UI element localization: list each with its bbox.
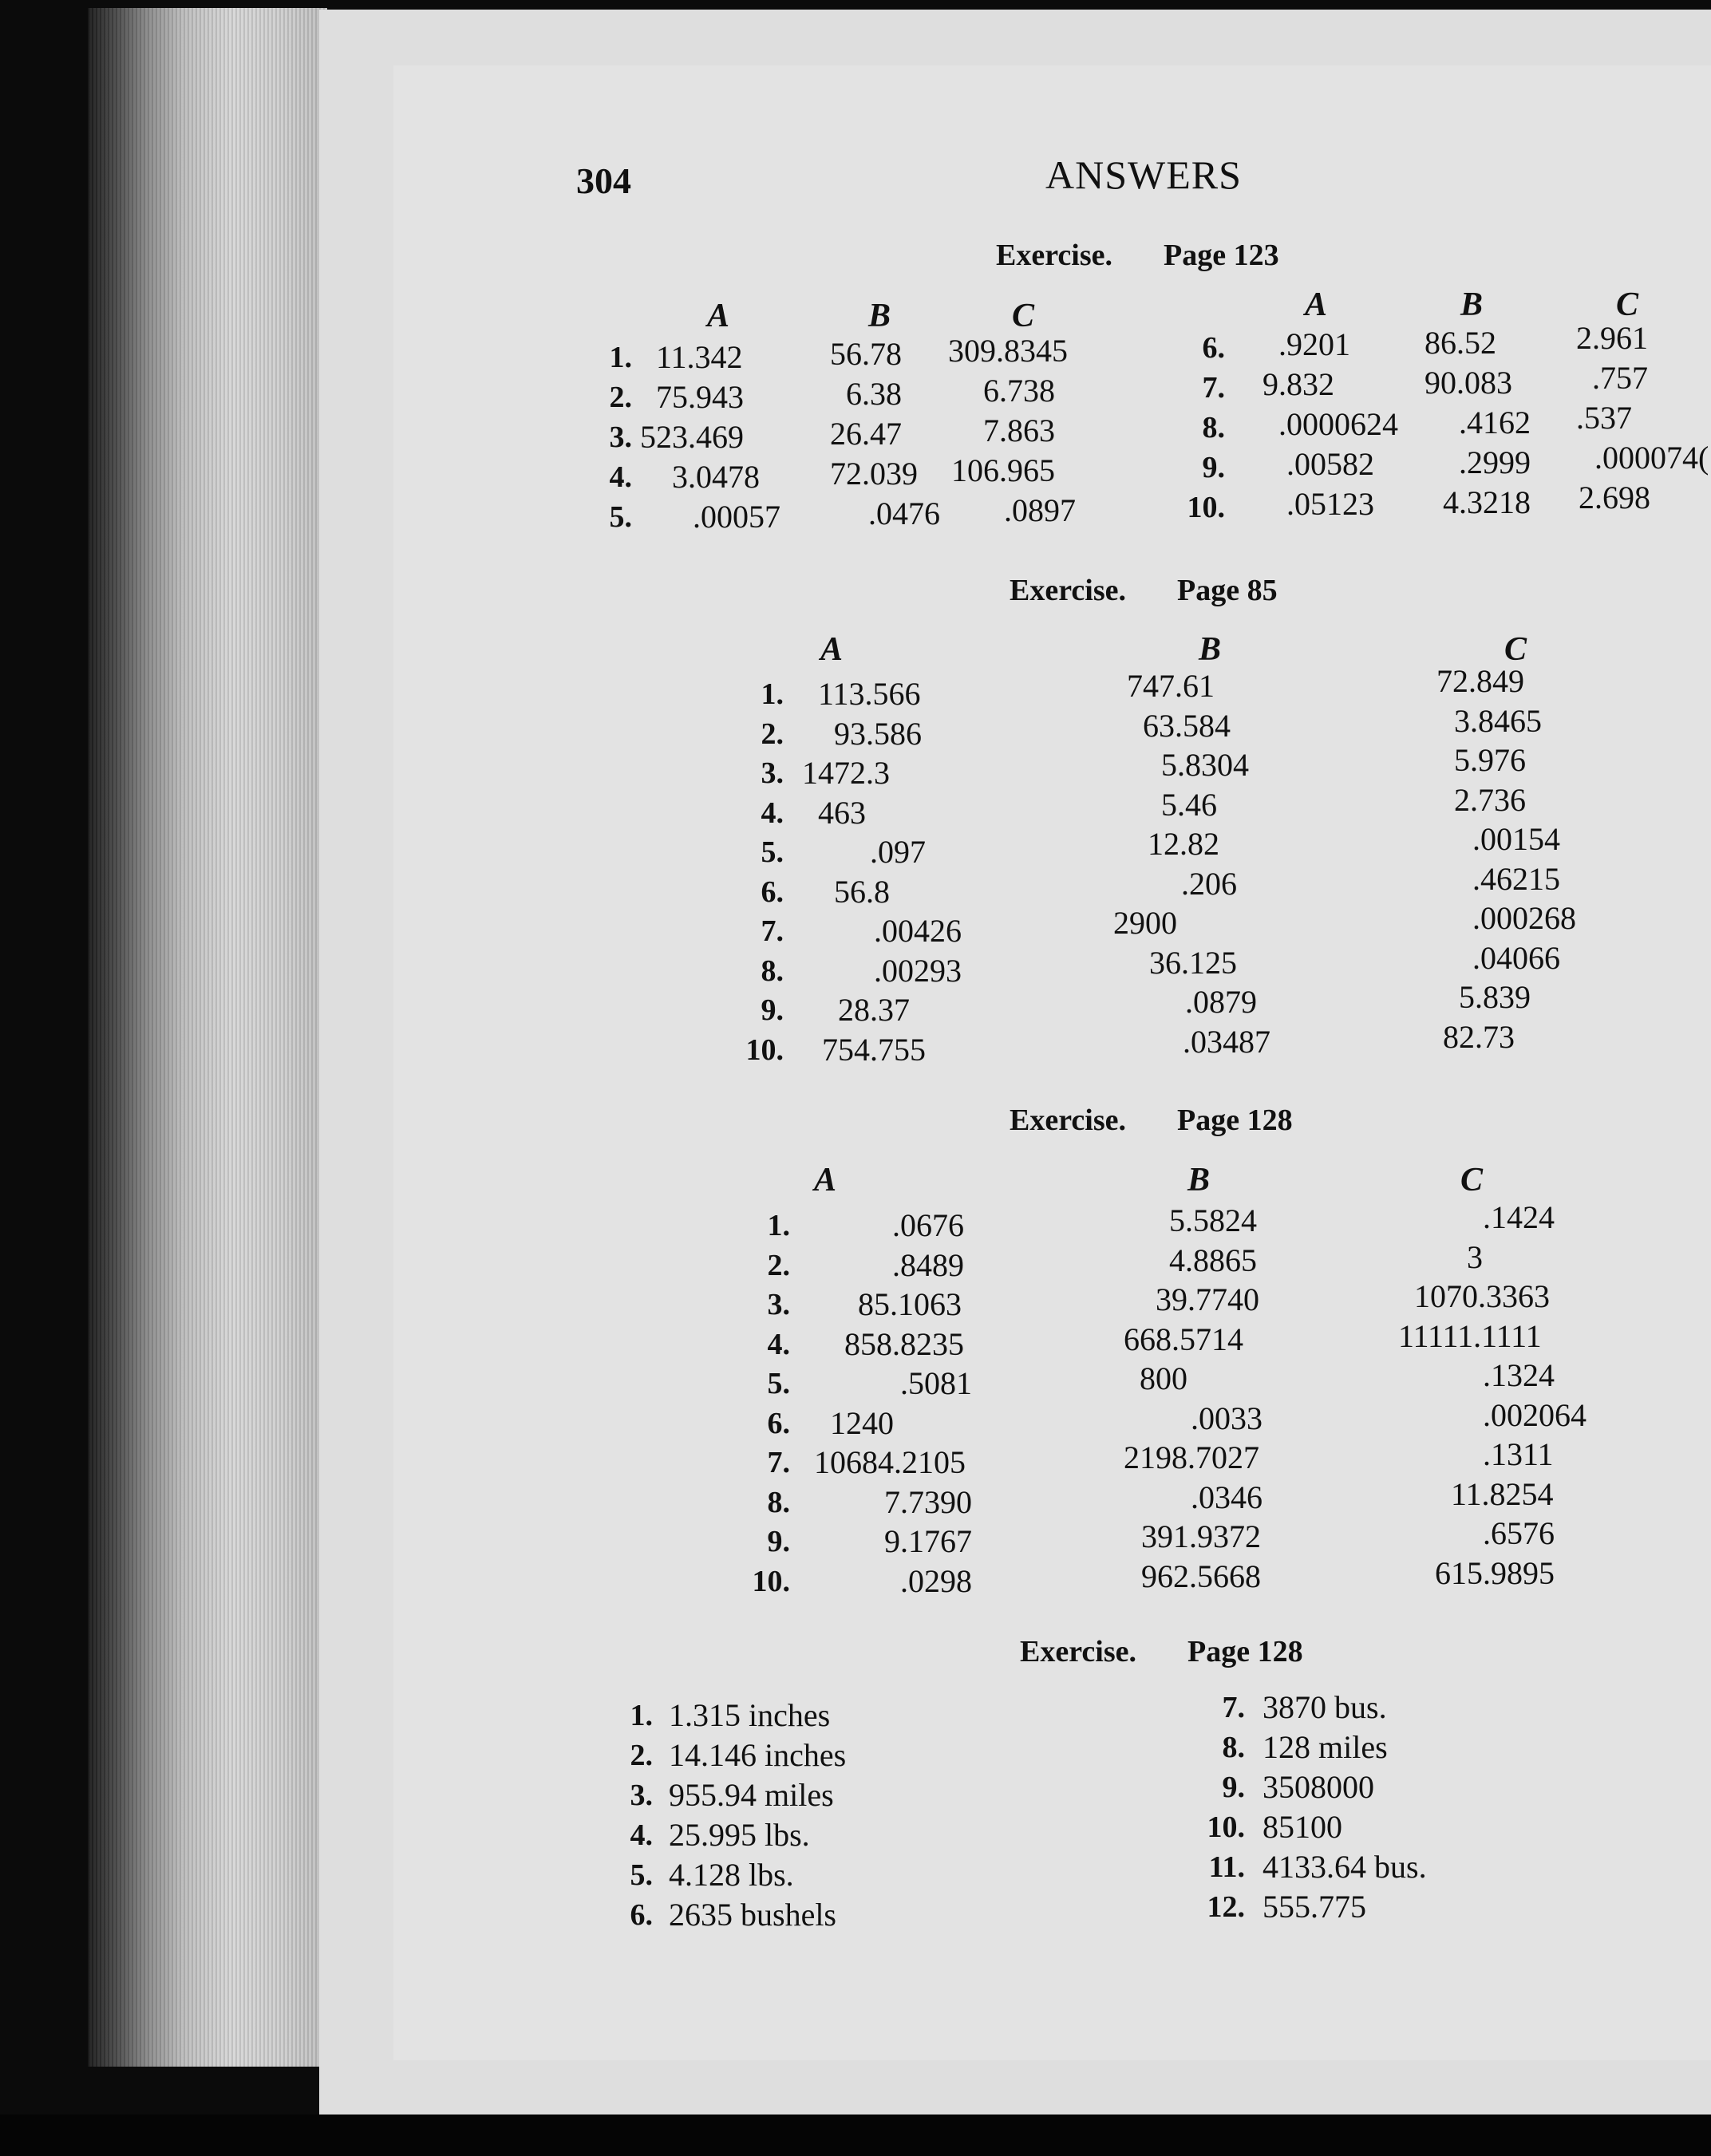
row-number: 4. — [609, 460, 632, 494]
row-number: 8. — [761, 954, 784, 988]
answer-c: 3.8465 — [1454, 702, 1542, 739]
column-header: B — [868, 298, 891, 334]
answer-c: 11111.1111 — [1398, 1317, 1542, 1354]
row-number: 2. — [609, 381, 632, 414]
answer-c: 309.8345 — [948, 333, 1068, 369]
answer-a: 3.0478 — [672, 459, 760, 495]
answer-a: .00582 — [1286, 446, 1374, 482]
column-header: B — [1199, 631, 1222, 668]
row-number: 10. — [1207, 1810, 1245, 1844]
answer-a: 56.8 — [834, 873, 890, 910]
row-number: 3. — [761, 756, 784, 790]
row-number: 5. — [609, 500, 632, 534]
row-number: 1. — [767, 1209, 790, 1242]
answer-a: .00426 — [874, 913, 962, 949]
answer-b: .0033 — [1191, 1400, 1263, 1436]
answer-b: 63.584 — [1143, 707, 1231, 744]
row-number: 3. — [609, 421, 632, 454]
column-header: B — [1187, 1162, 1211, 1198]
answer-c: .757 — [1592, 360, 1648, 396]
row-number: 2. — [761, 717, 784, 751]
answer-a: .00057 — [693, 499, 780, 535]
row-number: 5. — [767, 1367, 790, 1400]
answer-a: 463 — [818, 794, 866, 831]
section-page-ref: Page 128 — [1187, 1635, 1303, 1668]
row-number: 11. — [1208, 1850, 1245, 1884]
answer-c: .0897 — [1004, 492, 1076, 528]
answer-value: 555.775 — [1263, 1889, 1366, 1925]
answer-c: .46215 — [1472, 860, 1560, 897]
answer-a: 10684.2105 — [814, 1444, 966, 1480]
answer-b: 4.8865 — [1169, 1242, 1257, 1278]
answer-b: .4162 — [1459, 405, 1531, 440]
answer-value: 3508000 — [1263, 1769, 1374, 1805]
answer-b: 747.61 — [1127, 668, 1215, 704]
answer-a: 93.586 — [834, 715, 922, 752]
answer-c: .1424 — [1483, 1199, 1555, 1235]
answer-b: 56.78 — [830, 336, 902, 372]
row-number: 2. — [767, 1248, 790, 1282]
answer-c: 106.965 — [951, 452, 1055, 488]
column-header: C — [1012, 298, 1035, 334]
answer-b: 72.039 — [830, 456, 918, 492]
column-header: A — [820, 631, 844, 668]
answer-value: 1.315 inches — [669, 1697, 831, 1733]
answer-b: 800 — [1140, 1360, 1187, 1396]
answer-b: 4.3218 — [1443, 484, 1531, 520]
answer-b: .0476 — [868, 496, 940, 531]
row-number: 4. — [761, 796, 784, 830]
answer-a: .05123 — [1286, 486, 1374, 522]
row-number: 8. — [1222, 1731, 1245, 1764]
row-number: 5. — [761, 835, 784, 869]
answer-value: 4.128 lbs. — [669, 1857, 794, 1893]
column-header: A — [814, 1162, 837, 1198]
section-page-ref: Page 85 — [1177, 574, 1278, 607]
answer-a: 9.1767 — [884, 1523, 972, 1559]
answer-value: 128 miles — [1263, 1729, 1388, 1765]
section-heading: Exercise. — [1010, 574, 1126, 607]
page-number: 304 — [576, 160, 631, 201]
column-header: A — [1305, 286, 1328, 323]
row-number: 10. — [752, 1564, 790, 1598]
answer-a: 11.342 — [656, 339, 743, 375]
answer-c: 615.9895 — [1435, 1554, 1555, 1591]
answer-c: 2.736 — [1454, 781, 1526, 818]
row-number: 9. — [1202, 451, 1225, 484]
row-number: 8. — [1202, 411, 1225, 444]
answer-a: 113.566 — [818, 676, 921, 712]
answer-a: 9.832 — [1263, 366, 1334, 402]
answer-a: .0298 — [900, 1562, 972, 1599]
answer-b: 5.8304 — [1161, 747, 1249, 783]
answer-value: 955.94 miles — [669, 1777, 834, 1813]
row-number: 8. — [767, 1485, 790, 1519]
answer-b: 6.38 — [846, 376, 902, 412]
answer-a: 1472.3 — [802, 755, 890, 791]
answer-b: 86.52 — [1425, 325, 1496, 361]
answer-b: 90.083 — [1425, 365, 1512, 401]
column-header: C — [1460, 1162, 1484, 1198]
answer-c: .6576 — [1483, 1515, 1555, 1551]
answer-c: 2.961 — [1576, 320, 1648, 356]
answer-a: 523.469 — [640, 419, 744, 455]
row-number: 10. — [1187, 491, 1225, 524]
answer-b: 2198.7027 — [1124, 1439, 1259, 1475]
answer-c: 72.849 — [1436, 663, 1524, 699]
row-number: 9. — [767, 1525, 790, 1558]
answer-b: .2999 — [1459, 444, 1531, 480]
answer-c: .1324 — [1483, 1357, 1555, 1393]
answer-value: 2635 bushels — [669, 1897, 836, 1933]
answer-c: .04066 — [1472, 939, 1560, 976]
column-header: B — [1460, 286, 1484, 323]
row-number: 7. — [767, 1446, 790, 1479]
row-number: 10. — [745, 1033, 784, 1067]
column-header: C — [1616, 286, 1639, 323]
answer-a: .0000624 — [1278, 406, 1398, 442]
column-header: A — [707, 298, 730, 334]
row-number: 6. — [767, 1406, 790, 1440]
answer-value: 3870 bus. — [1263, 1689, 1387, 1725]
answer-a: 85.1063 — [858, 1286, 962, 1322]
answer-value: 25.995 lbs. — [669, 1817, 810, 1853]
answer-b: 39.7740 — [1156, 1281, 1259, 1317]
answer-c: 82.73 — [1443, 1018, 1515, 1055]
row-number: 3. — [630, 1779, 653, 1812]
answer-c: .00154 — [1472, 821, 1560, 857]
answer-a: .8489 — [892, 1246, 964, 1283]
row-number: 6. — [1202, 331, 1225, 365]
answer-b: 5.46 — [1161, 786, 1217, 823]
row-number: 7. — [761, 914, 784, 948]
answer-c: 3 — [1467, 1238, 1483, 1275]
section-page-ref: Page 128 — [1177, 1104, 1293, 1137]
row-number: 2. — [630, 1739, 653, 1772]
answer-c: .1311 — [1483, 1436, 1554, 1472]
answer-c: .002064 — [1483, 1396, 1587, 1433]
answer-b: 2900 — [1113, 905, 1177, 941]
section-heading: Exercise. — [1020, 1635, 1136, 1668]
answer-c: 2.698 — [1579, 480, 1650, 515]
answer-a: 28.37 — [838, 992, 910, 1028]
answer-a: 858.8235 — [844, 1325, 964, 1362]
answer-c: 6.738 — [983, 373, 1055, 409]
answer-c: 1070.3363 — [1414, 1278, 1550, 1314]
answer-b: 962.5668 — [1141, 1558, 1261, 1594]
answer-b: 12.82 — [1148, 826, 1219, 862]
answer-value: 4133.64 bus. — [1263, 1849, 1427, 1885]
row-number: 7. — [1222, 1691, 1245, 1724]
answer-c: 5.839 — [1459, 979, 1531, 1015]
row-number: 4. — [767, 1327, 790, 1361]
answer-a: .00293 — [874, 952, 962, 989]
answer-b: 26.47 — [830, 416, 902, 452]
answer-b: .0879 — [1185, 984, 1257, 1020]
answer-b: 36.125 — [1149, 944, 1237, 981]
answer-a: 1240 — [830, 1404, 894, 1441]
column-header: C — [1504, 631, 1527, 668]
answer-c: 11.8254 — [1451, 1475, 1554, 1512]
row-number: 9. — [761, 993, 784, 1027]
book-page-edges — [88, 8, 327, 2067]
answer-value: 85100 — [1263, 1809, 1342, 1845]
row-number: 1. — [630, 1699, 653, 1732]
answer-a: 754.755 — [822, 1031, 926, 1068]
answer-b: 391.9372 — [1141, 1518, 1261, 1554]
row-number: 6. — [761, 875, 784, 909]
section-heading: Exercise. — [996, 239, 1112, 272]
answer-b: .206 — [1181, 865, 1237, 902]
answer-a: 7.7390 — [884, 1483, 972, 1520]
answer-a: .9201 — [1278, 326, 1350, 362]
answer-value: 14.146 inches — [669, 1737, 847, 1773]
answer-c: .537 — [1576, 400, 1632, 436]
row-number: 1. — [761, 677, 784, 711]
row-number: 12. — [1207, 1890, 1245, 1924]
page-title: ANSWERS — [1045, 152, 1242, 197]
answer-b: 668.5714 — [1124, 1321, 1243, 1357]
answer-a: 75.943 — [656, 379, 744, 415]
scan-background — [0, 2115, 1711, 2156]
answer-c: .000074( — [1594, 440, 1709, 476]
answer-a: .0676 — [892, 1207, 964, 1243]
answer-c: 7.863 — [983, 413, 1055, 448]
section-heading: Exercise. — [1010, 1104, 1126, 1137]
answer-b: .03487 — [1183, 1023, 1270, 1060]
answer-a: .097 — [870, 834, 926, 870]
row-number: 4. — [630, 1818, 653, 1852]
row-number: 7. — [1202, 371, 1225, 405]
row-number: 3. — [767, 1288, 790, 1321]
answer-b: 5.5824 — [1169, 1202, 1257, 1238]
answer-c: 5.976 — [1454, 742, 1526, 778]
row-number: 5. — [630, 1858, 653, 1892]
answer-b: .0346 — [1191, 1479, 1263, 1515]
answer-c: .000268 — [1472, 900, 1576, 936]
row-number: 1. — [609, 341, 632, 374]
row-number: 9. — [1222, 1771, 1245, 1804]
section-page-ref: Page 123 — [1164, 239, 1279, 272]
row-number: 6. — [630, 1898, 653, 1932]
answer-a: .5081 — [900, 1365, 972, 1401]
